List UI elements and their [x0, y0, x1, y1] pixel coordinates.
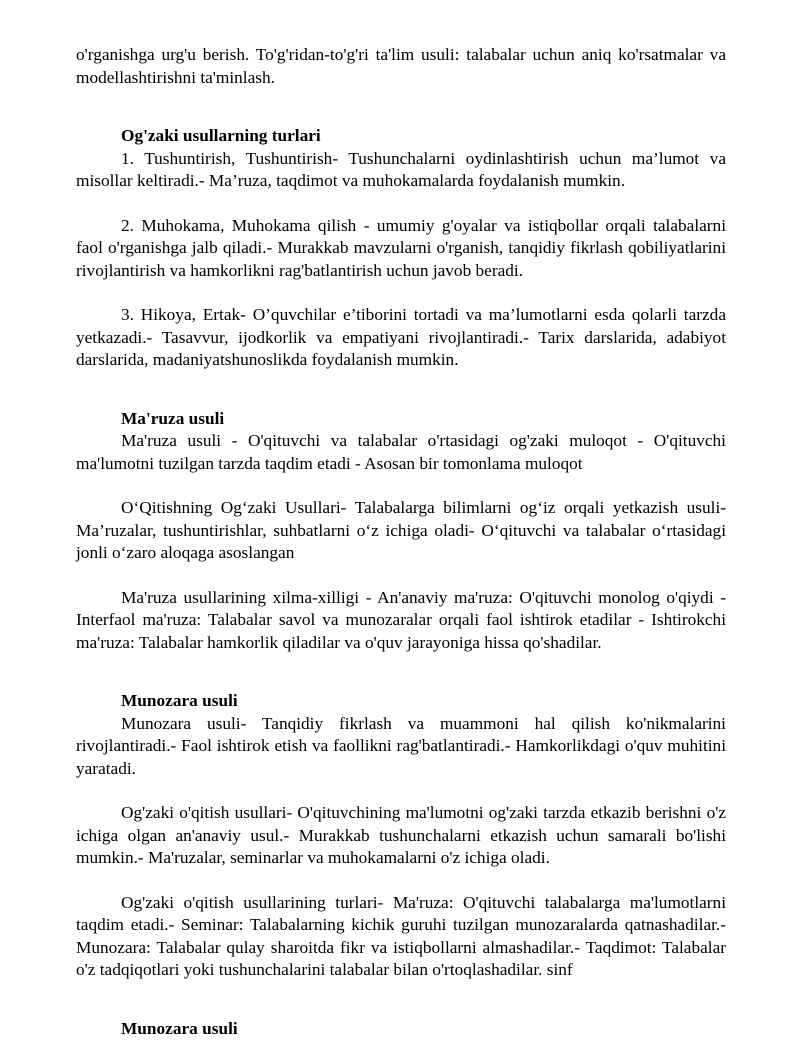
- paragraph-story: 3. Hikoya, Ertak- O’quvchilar e’tiborini tortadi va ma’lumotlarni esda qolarli tarzda yetkazadi.- Tasavvur, ijodkorlik va empatiyani rivojlantiradi.- Tarix darslarida, adabiyot darslarida, madaniyatshunoslikda foydalanish mumkin.: [76, 304, 726, 372]
- paragraph-debate-method: Munozara usuli- Tanqidiy fikrlash va muammoni hal qilish ko'nikmalarini rivojlantiradi.- Faol ishtirok etish va faollikni rag'batlantiradi.- Hamkorlikdagi o'quv muhitini yaratadi.: [76, 713, 726, 781]
- paragraph-explanation: 1. Tushuntirish, Tushuntirish- Tushunchalarni oydinlashtirish uchun ma’lumot va misollar keltiradi.- Ma’ruza, taqdimot va muhokamalarda foydalanish mumkin.: [76, 148, 726, 193]
- paragraph-discussion: 2. Muhokama, Muhokama qilish - umumiy g'oyalar va istiqbollar orqali talabalarni faol o'rganishga jalb qiladi.- Murakkab mavzularni o'rganish, tanqidiy fikrlash qobiliyatlarini rivojlantirish va hamkorlikni rag'batlantirish uchun javob beradi.: [76, 215, 726, 283]
- paragraph-oral-teaching-types: Og'zaki o'qitish usullarining turlari- Ma'ruza: O'qituvchi talabalarga ma'lumotlarni taqdim etadi.- Seminar: Talabalarning kichik guruhi tuzilgan munozaralarda qatnashadilar.- Munozara: Talabalar qulay sharoitda fikr va istiqbollarni almashadilar.- Taqdimot: Talabalar o'z tadqiqotlari yoki tushunchalarini talabalar bilan o'rtoqlashadilar. sinf: [76, 892, 726, 982]
- paragraph-lecture-method: Ma'ruza usuli - O'qituvchi va talabalar o'rtasidagi og'zaki muloqot - O'qituvchi ma'lumotni tuzilgan tarzda taqdim etadi - Asosan bir tomonlama muloqot: [76, 430, 726, 475]
- heading-lecture-method: Ma'ruza usuli: [76, 408, 726, 431]
- paragraph-oral-teaching: Og'zaki o'qitish usullari- O'qituvchining ma'lumotni og'zaki tarzda etkazib berishni o'z ichiga olgan an'anaviy usul.- Murakkab tushunchalarni etkazish uchun samarali bo'lishi mumkin.- Ma'ruzalar, seminarlar va muhokamalarni o'z ichiga oladi.: [76, 802, 726, 870]
- heading-debate-method-2: Munozara usuli: [76, 1018, 726, 1040]
- paragraph-oral-teaching-methods: O‘Qitishning Og‘zaki Usullari- Talabalarga bilimlarni og‘iz orqali yetkazish usuli- Ma’ruzalar, tushuntirishlar, suhbatlarni o‘z ichiga oladi- O‘qituvchi va talabalar o‘rtasidagi jonli o‘zaro aloqaga asoslangan: [76, 497, 726, 565]
- paragraph-continuation: o'rganishga urg'u berish. To'g'ridan-to'g'ri ta'lim usuli: talabalar uchun aniq ko'rsatmalar va modellashtirishni ta'minlash.: [76, 44, 726, 89]
- paragraph-lecture-variety: Ma'ruza usullarining xilma-xilligi - An'anaviy ma'ruza: O'qituvchi monolog o'qiydi - Interfaol ma'ruza: Talabalar savol va munozaralar orqali faol ishtirok etadilar - Ishtirokchi ma'ruza: Talabalar hamkorlik qiladilar va o'quv jarayoniga hissa qo'shadilar.: [76, 587, 726, 655]
- heading-debate-method: Munozara usuli: [76, 690, 726, 713]
- heading-oral-methods-types: Og'zaki usullarning turlari: [76, 125, 726, 148]
